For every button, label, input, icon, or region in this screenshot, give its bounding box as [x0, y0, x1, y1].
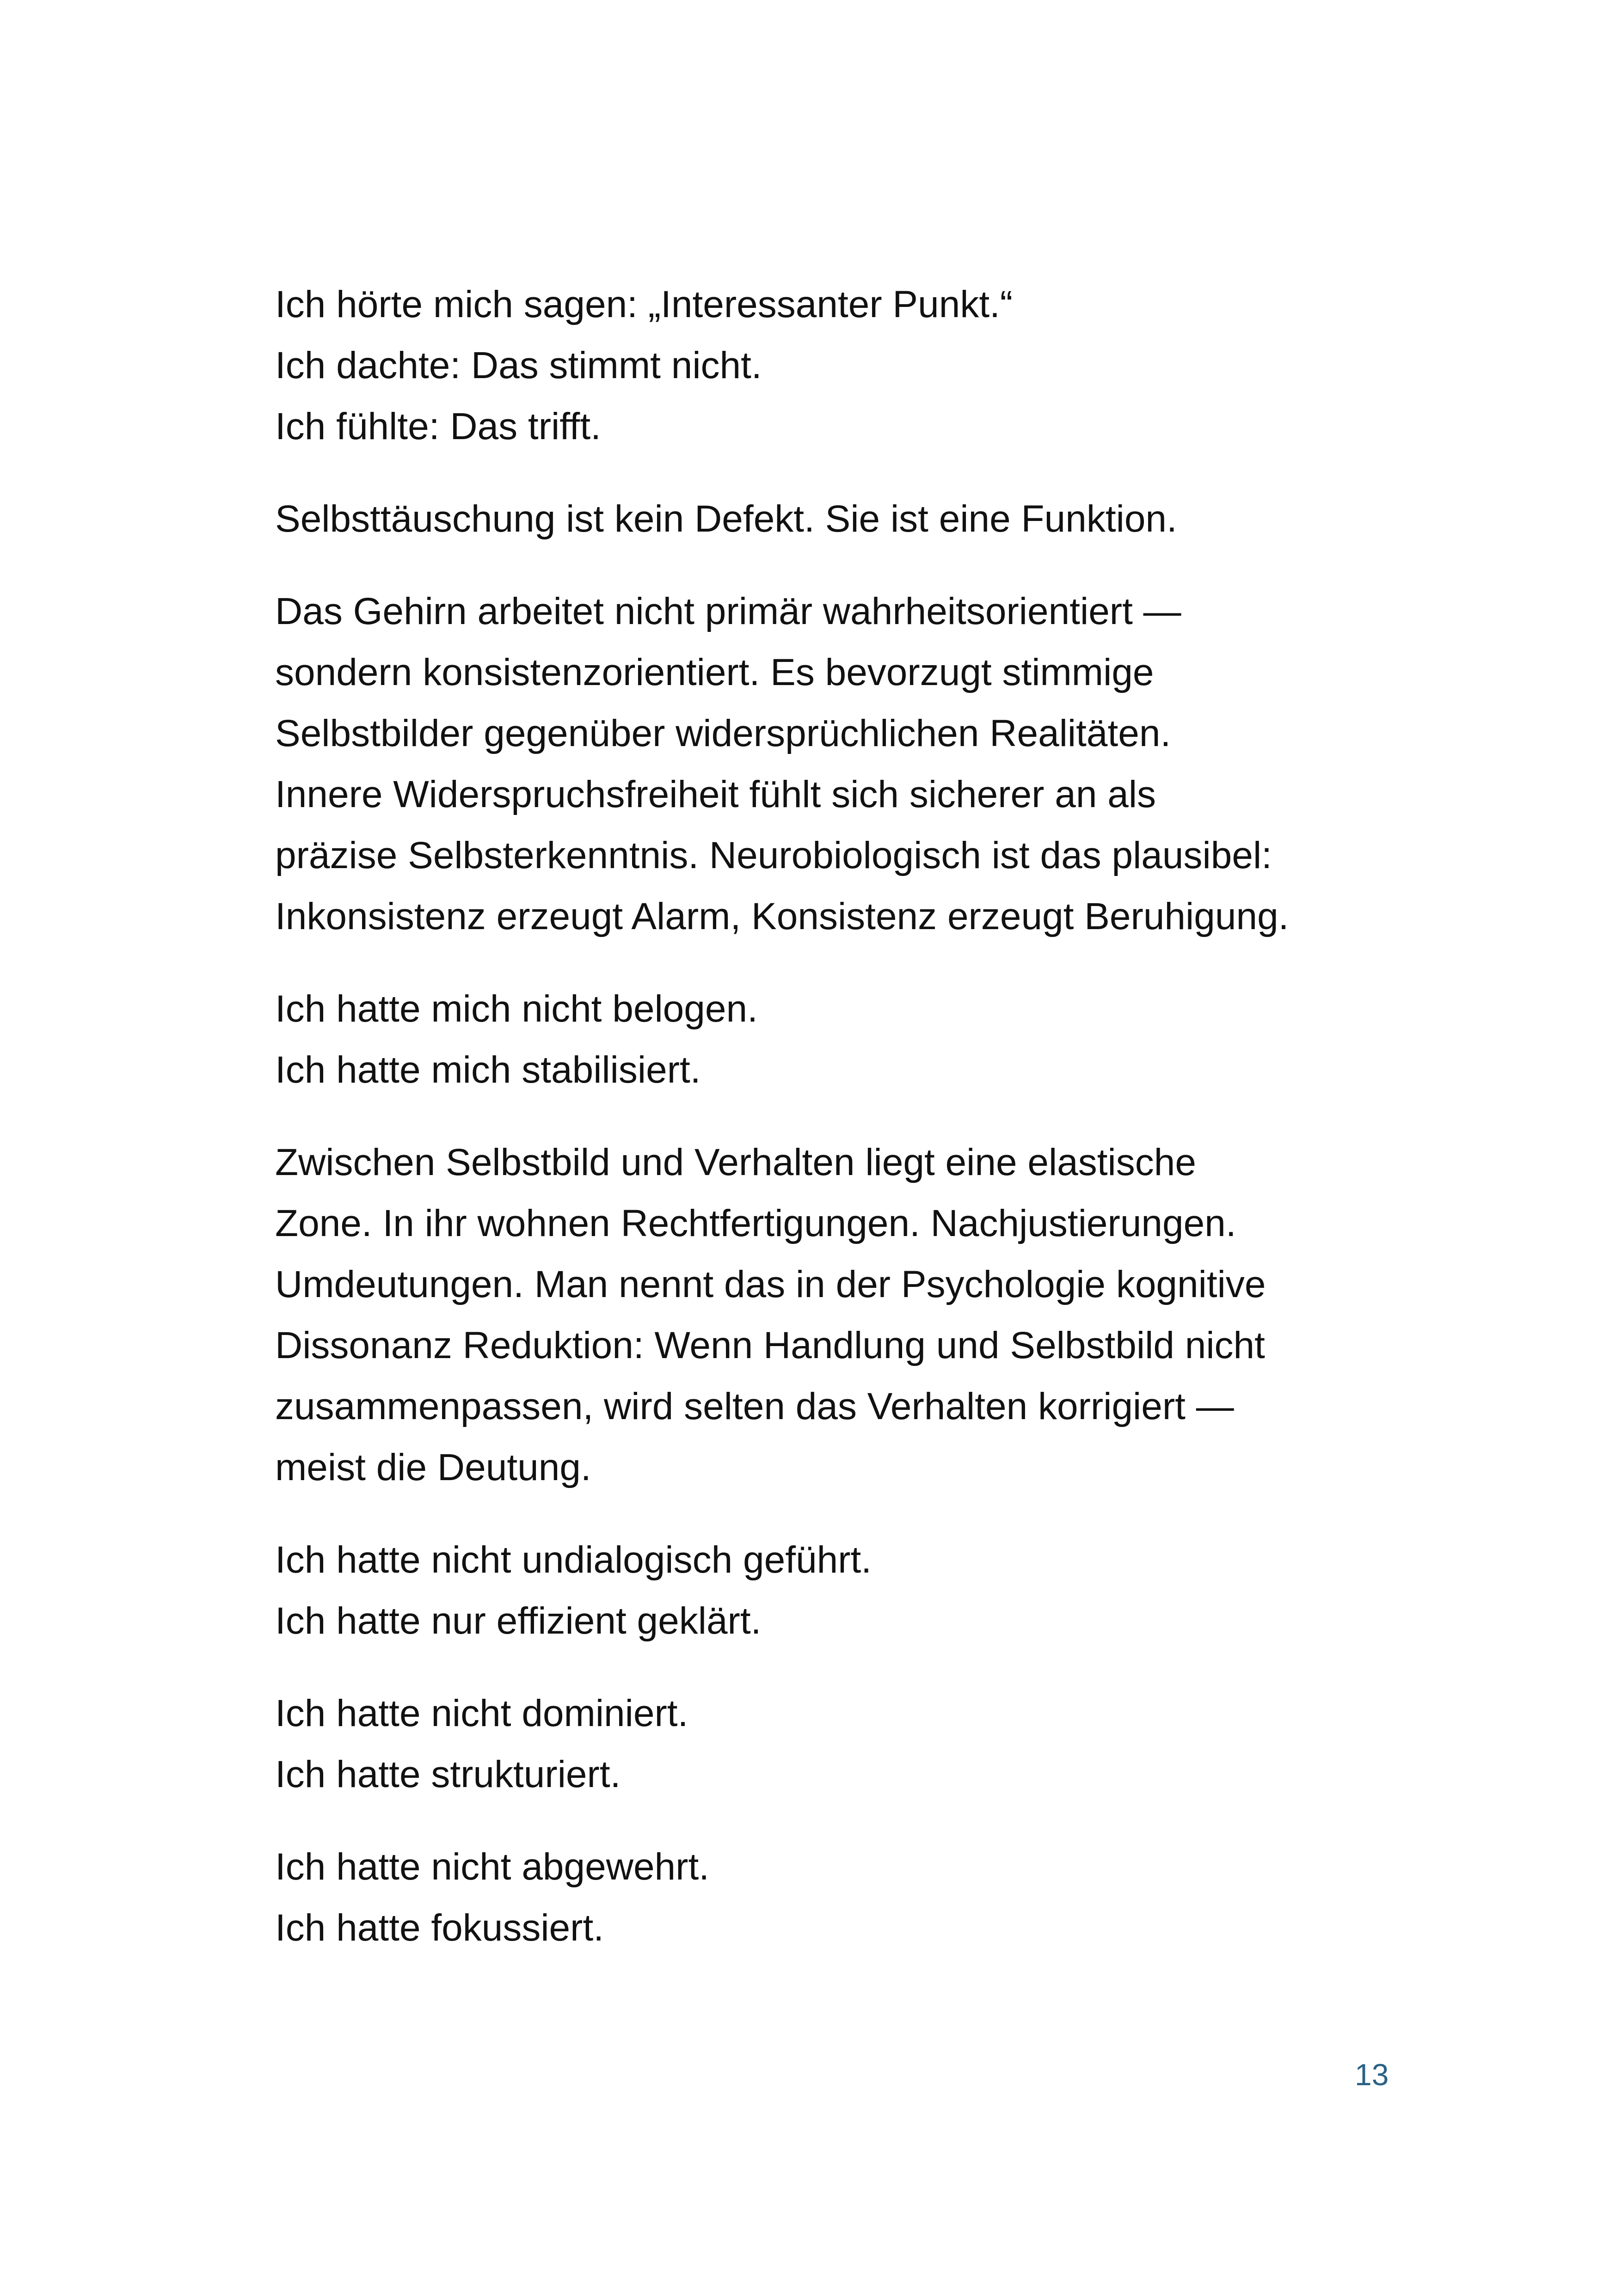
text-line: Innere Widerspruchsfreiheit fühlt sich sicherer an als: [275, 773, 1156, 815]
text-line: Umdeutungen. Man nennt das in der Psychologie kognitive: [275, 1263, 1266, 1305]
body-text: [275, 274, 1431, 1990]
text-line: Ich hatte mich nicht belogen.: [275, 988, 758, 1030]
text-line: Zone. In ihr wohnen Rechtfertigungen. Nachjustierungen.: [275, 1202, 1236, 1244]
text-line: Ich fühlte: Das trifft.: [275, 405, 601, 447]
paragraph-7: [275, 1683, 1431, 1805]
text-line: präzise Selbsterkenntnis. Neurobiologisch ist das plausibel:: [275, 834, 1272, 876]
paragraph-4: [275, 979, 1431, 1101]
text-line: Ich hatte nicht abgewehrt.: [275, 1846, 710, 1888]
text-line: Ich hatte nicht undialogisch geführt.: [275, 1539, 872, 1581]
text-line: Zwischen Selbstbild und Verhalten liegt eine elastische: [275, 1141, 1196, 1183]
text-line: Ich hatte nur effizient geklärt.: [275, 1600, 762, 1642]
text-line: Dissonanz Reduktion: Wenn Handlung und Selbstbild nicht: [275, 1324, 1265, 1366]
text-line: Ich hatte strukturiert.: [275, 1753, 621, 1795]
paragraph-3: [275, 581, 1431, 947]
text-line: sondern konsistenzorientiert. Es bevorzugt stimmige: [275, 651, 1154, 693]
paragraph-5: [275, 1132, 1431, 1498]
page-number: 13: [1355, 2057, 1389, 2092]
paragraph-2: [275, 489, 1431, 550]
paragraph-1: [275, 274, 1431, 457]
text-line: Ich hatte fokussiert.: [275, 1907, 604, 1949]
text-line: Ich hatte mich stabilisiert.: [275, 1049, 701, 1091]
text-line: Ich hörte mich sagen: „Interessanter Punkt.“: [275, 283, 1013, 325]
text-line: Selbstbilder gegenüber widersprüchlichen Realitäten.: [275, 712, 1171, 754]
text-line: Ich dachte: Das stimmt nicht.: [275, 344, 762, 386]
text-line: Selbsttäuschung ist kein Defekt. Sie ist eine Funktion.: [275, 498, 1177, 540]
text-line: Das Gehirn arbeitet nicht primär wahrheitsorientiert —: [275, 590, 1181, 632]
paragraph-8: [275, 1837, 1431, 1959]
text-line: Ich hatte nicht dominiert.: [275, 1692, 688, 1734]
text-line: Inkonsistenz erzeugt Alarm, Konsistenz erzeugt Beruhigung.: [275, 895, 1289, 937]
paragraph-6: [275, 1530, 1431, 1652]
text-line: meist die Deutung.: [275, 1446, 591, 1488]
text-line: zusammenpassen, wird selten das Verhalten korrigiert —: [275, 1385, 1234, 1427]
